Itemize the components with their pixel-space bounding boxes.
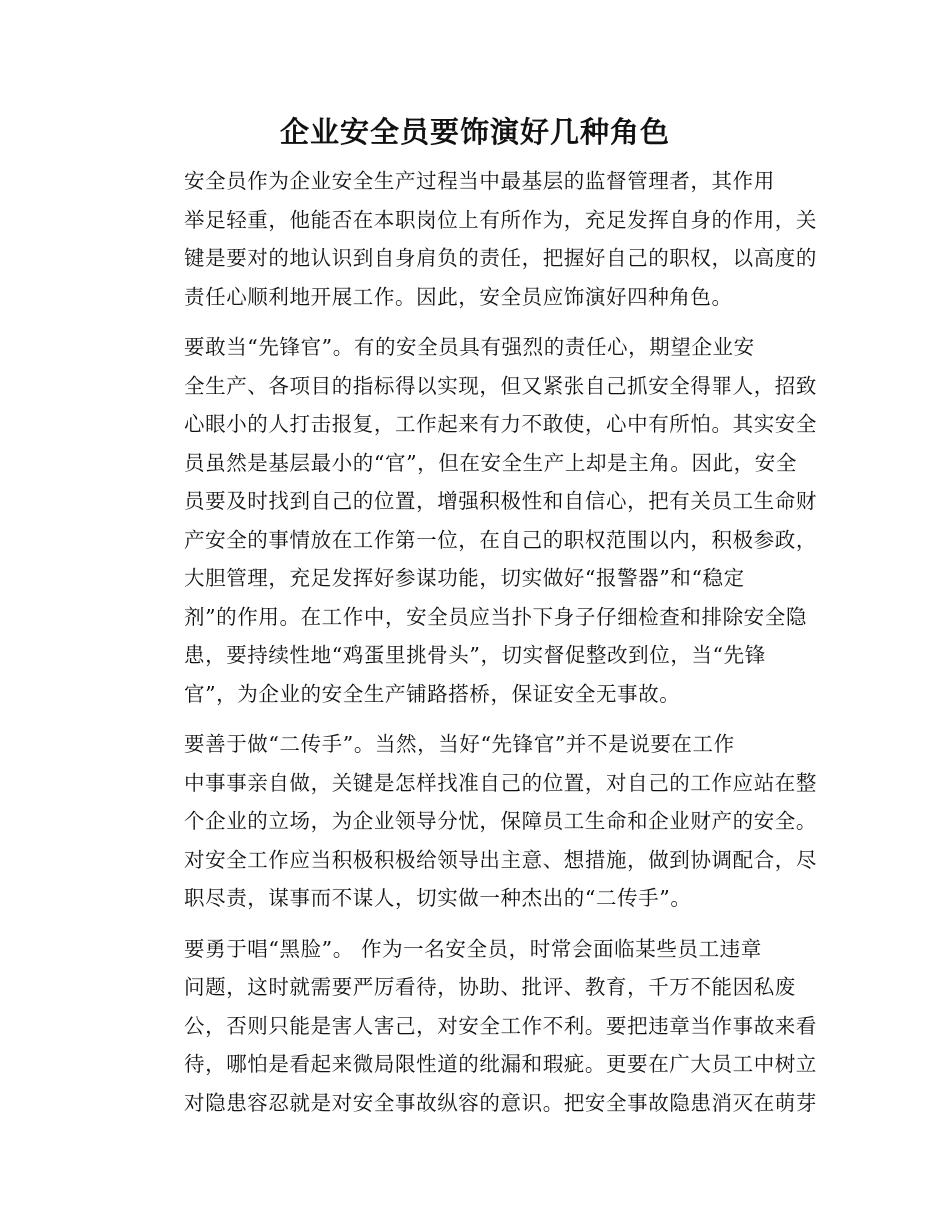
text-line: 要勇于唱“黑脸”。 作为一名安全员，时常会面临某些员工违章 [184, 936, 762, 961]
text-line: 举足轻重，他能否在本职岗位上有所作为，充足发挥自身的作用，关 [184, 207, 817, 232]
text-line: 产安全的事情放在工作第一位，在自己的职权范围以内，积极参政， [184, 527, 817, 552]
text-line: 要敢当“先锋官”。有的安全员具有强烈的责任心，期望企业安 [184, 335, 755, 359]
paragraph-setter [143, 725, 817, 918]
text-line: 剂”的作用。在工作中，安全员应当扑下身子仔细检查和排除安全隐 [184, 604, 807, 629]
text-line: 全生产、各项目的指标得以实现，但又紧张自己抓安全得罪人，招致 [184, 373, 817, 398]
text-line: 责任心顺利地开展工作。因此，安全员应饰演好四种角色。 [184, 284, 733, 309]
text-line: 键是要对的地认识到自身肩负的责任，把握好自己的职权，以高度的 [184, 246, 817, 270]
text-line: 官”，为企业的安全生产铺路搭桥，保证安全无事故。 [184, 681, 681, 706]
paragraph-pioneer [143, 328, 817, 713]
text-line: 待，哪怕是看起来微局限性道的纰漏和瑕疵。更要在广大员工中树立 [184, 1052, 817, 1076]
text-line: 安全员作为企业安全生产过程当中最基层的监督管理者，其作用 [184, 169, 775, 193]
text-line: 要善于做“二传手”。当然，当好“先锋官”并不是说要在工作 [184, 732, 735, 756]
text-line: 对隐患容忍就是对安全事故纵容的意识。把安全事故隐患消灭在萌芽 [184, 1090, 817, 1115]
text-line: 对安全工作应当积极积极给领导出主意、想措施，做到协调配合，尽 [184, 847, 817, 872]
document-body [143, 162, 817, 1134]
text-line: 员要及时找到自己的位置，增强积极性和自信心，把有关员工生命财 [184, 489, 817, 513]
text-line: 问题，这时就需要严厉看待，协助、批评、教育，千万不能因私废 [184, 975, 796, 999]
text-line: 心眼小的人打击报复，工作起来有力不敢使，心中有所怕。其实安全 [184, 412, 817, 436]
document-title: 企业安全员要饰演好几种角色 [279, 115, 670, 149]
text-line: 个企业的立场，为企业领导分忧，保障员工生命和企业财产的安全。 [184, 809, 817, 833]
paragraph-strict [143, 930, 817, 1123]
text-line: 大胆管理，充足发挥好参谋功能，切实做好“报警器”和“稳定 [184, 566, 745, 590]
text-line: 员虽然是基层最小的“官”，但在安全生产上却是主角。因此，安全 [184, 450, 797, 475]
text-line: 公，否则只能是害人害己，对安全工作不利。要把违章当作事故来看 [184, 1013, 817, 1038]
paragraph-intro [143, 162, 817, 316]
text-line: 中事事亲自做，关键是怎样找准自己的位置，对自己的工作应站在整 [184, 770, 817, 795]
text-line: 职尽责，谋事而不谋人，切实做一种杰出的“二传手”。 [184, 886, 692, 910]
text-line: 患，要持续性地“鸡蛋里挑骨头”，切实督促整改到位，当“先锋 [184, 643, 766, 667]
